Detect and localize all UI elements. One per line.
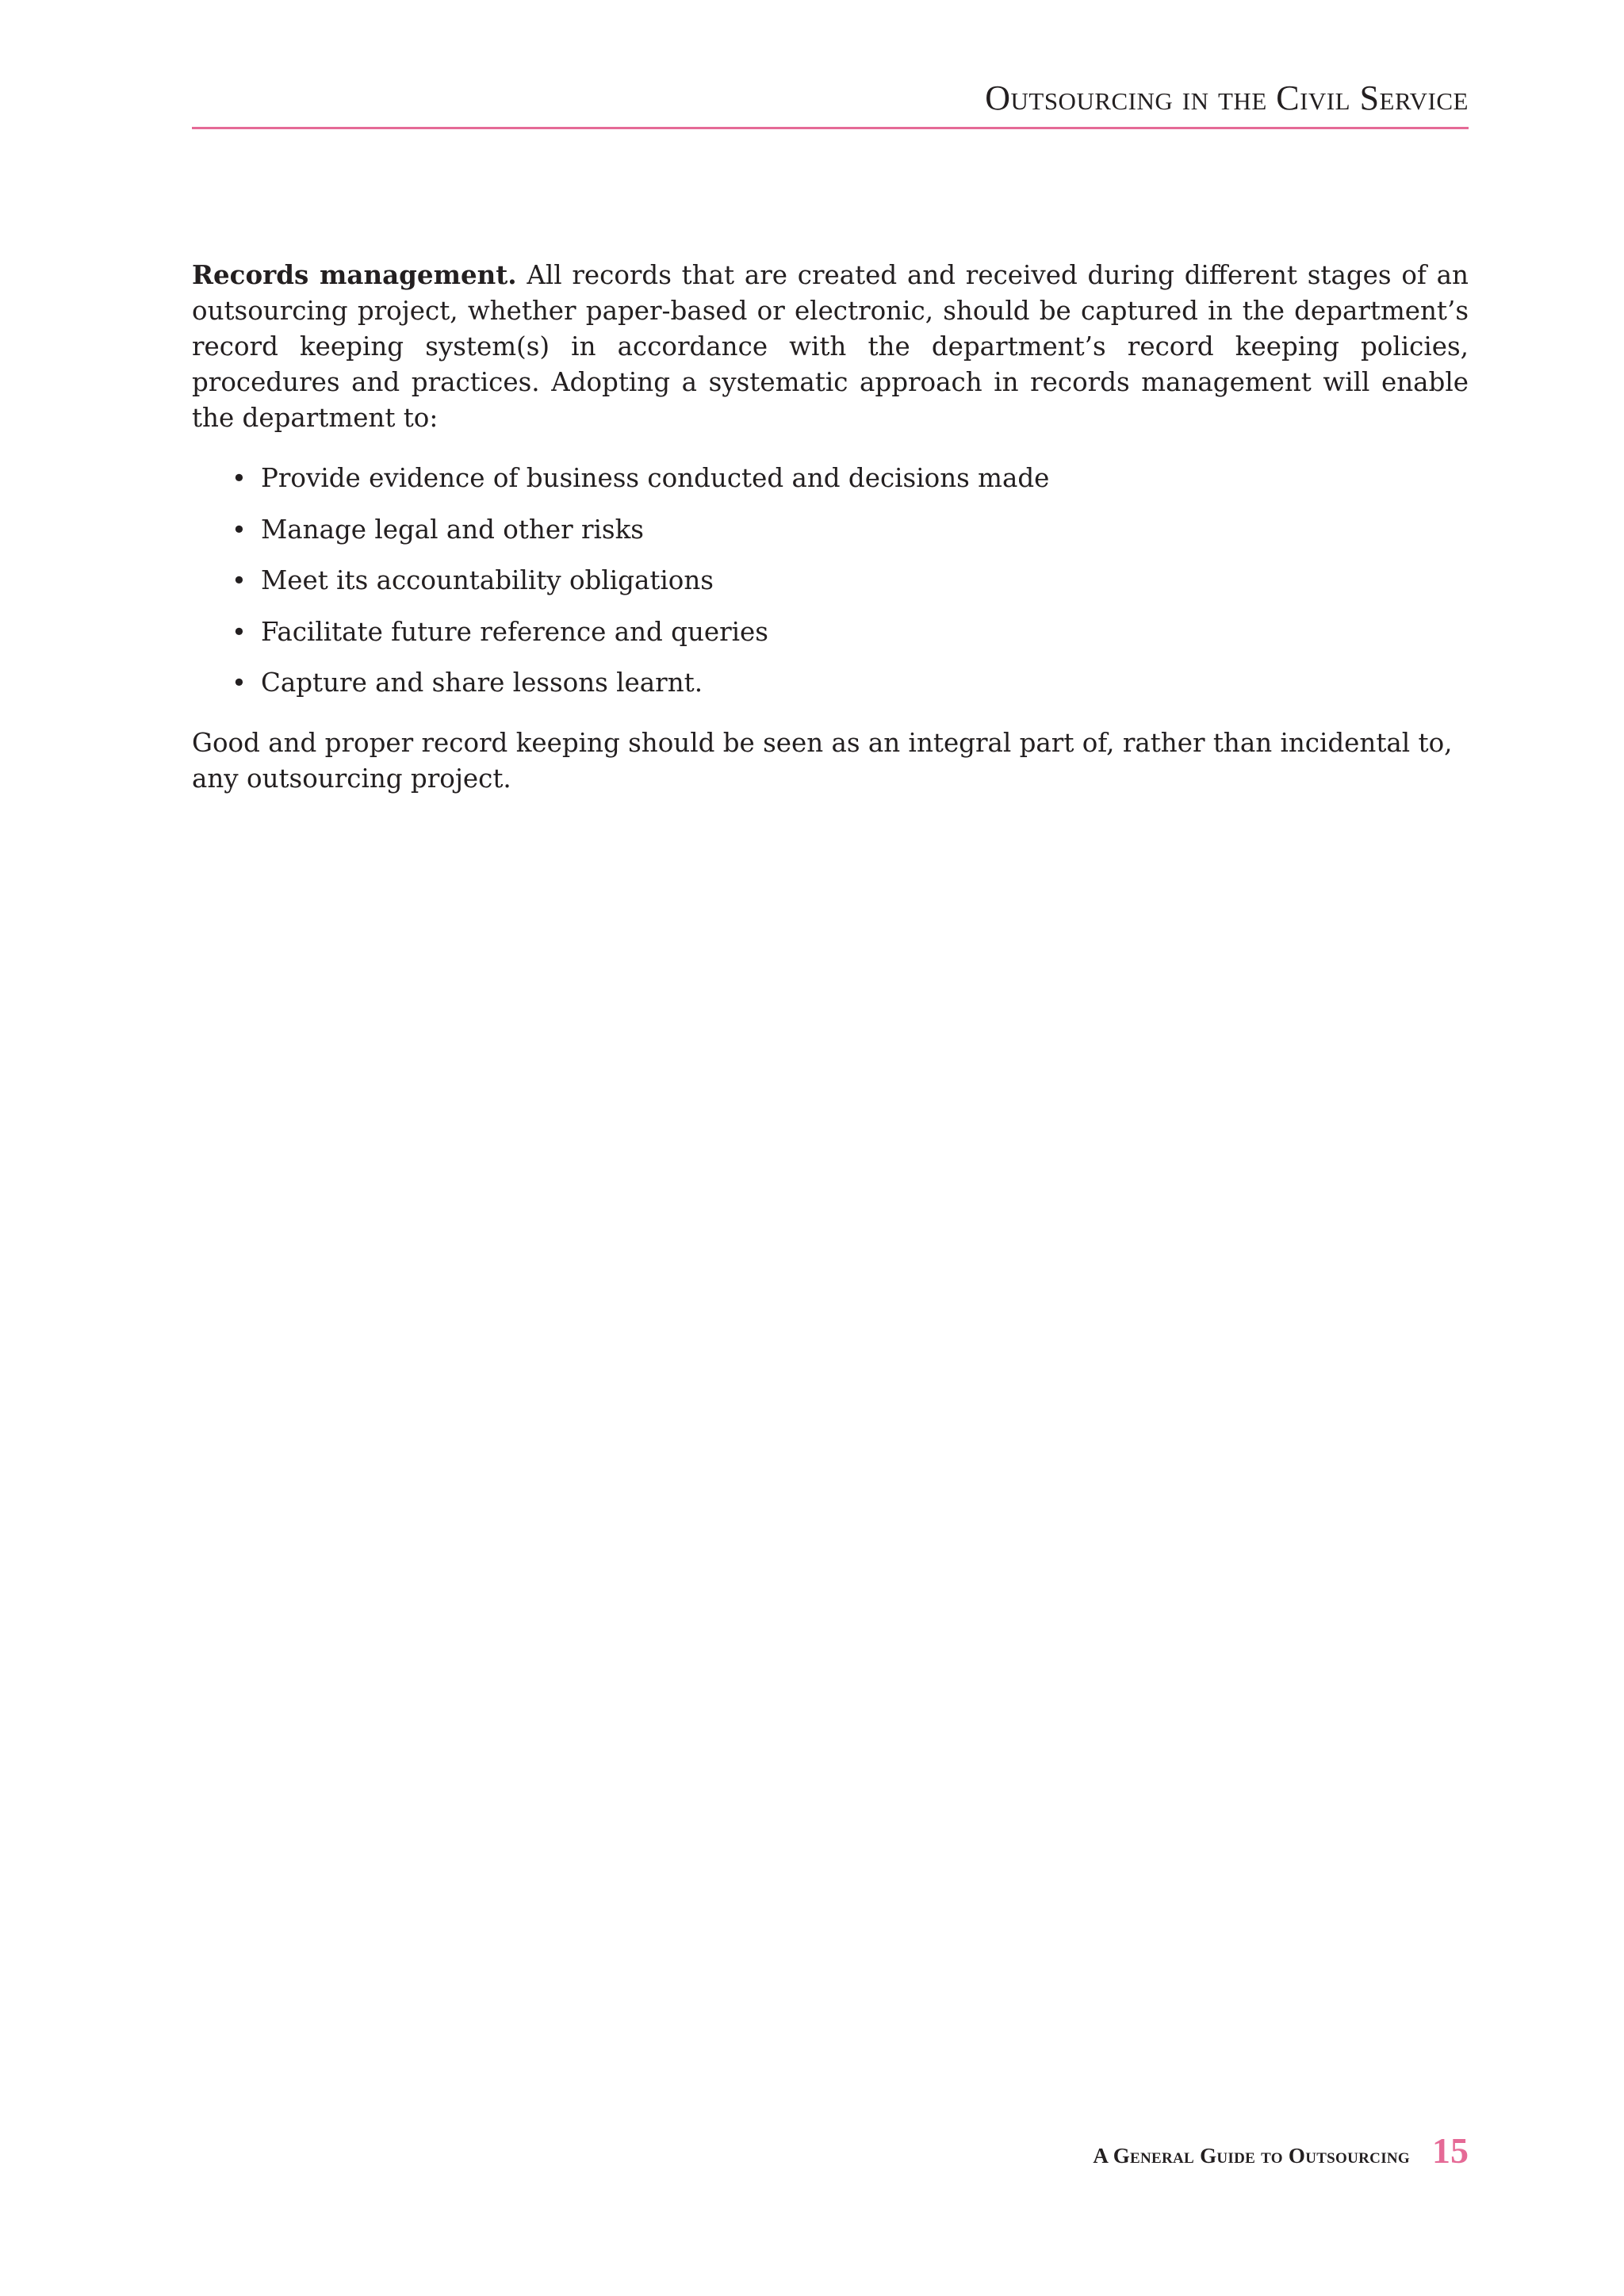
- list-item-text: Provide evidence of business conducted and decisions made: [261, 463, 1050, 493]
- bullet-icon: •: [232, 565, 247, 595]
- section-lead: Records management.: [192, 259, 517, 290]
- list-item: [232, 512, 1469, 548]
- list-item-text: Meet its accountability obligations: [261, 565, 714, 595]
- list-item-text: Capture and share lessons learnt.: [261, 668, 703, 698]
- header-rule: [192, 127, 1469, 129]
- bullet-icon: •: [232, 463, 247, 493]
- bullet-icon: •: [232, 616, 247, 647]
- running-footer: [1093, 2130, 1469, 2172]
- body-text: [192, 257, 1469, 797]
- list-item: [232, 461, 1469, 496]
- list-item-text: Facilitate future reference and queries: [261, 616, 768, 647]
- bullet-list: [192, 461, 1469, 701]
- closing-paragraph: Good and proper record keeping should be seen as an integral part of, rather than incidental to, any outsourcing project.: [192, 728, 1453, 794]
- running-header: Outsourcing in the Civil Service: [985, 78, 1469, 117]
- intro-text: All records that are created and received during different stages of an outsourcing project, whether paper-based or electronic, should be captured in the department’s record keeping system(s) in accordance with the department’s record keeping policies, procedures and practices. Adopting a systematic approach in records management will enable the department to:: [192, 260, 1469, 433]
- list-item: [232, 665, 1469, 701]
- footer-guide-title: A General Guide to Outsourcing: [1093, 2144, 1410, 2168]
- bullet-icon: •: [232, 514, 247, 545]
- page-number: 15: [1432, 2130, 1469, 2171]
- list-item: [232, 614, 1469, 650]
- list-item: [232, 563, 1469, 599]
- bullet-icon: •: [232, 668, 247, 698]
- intro-paragraph: [192, 257, 1469, 436]
- list-item-text: Manage legal and other risks: [261, 514, 644, 545]
